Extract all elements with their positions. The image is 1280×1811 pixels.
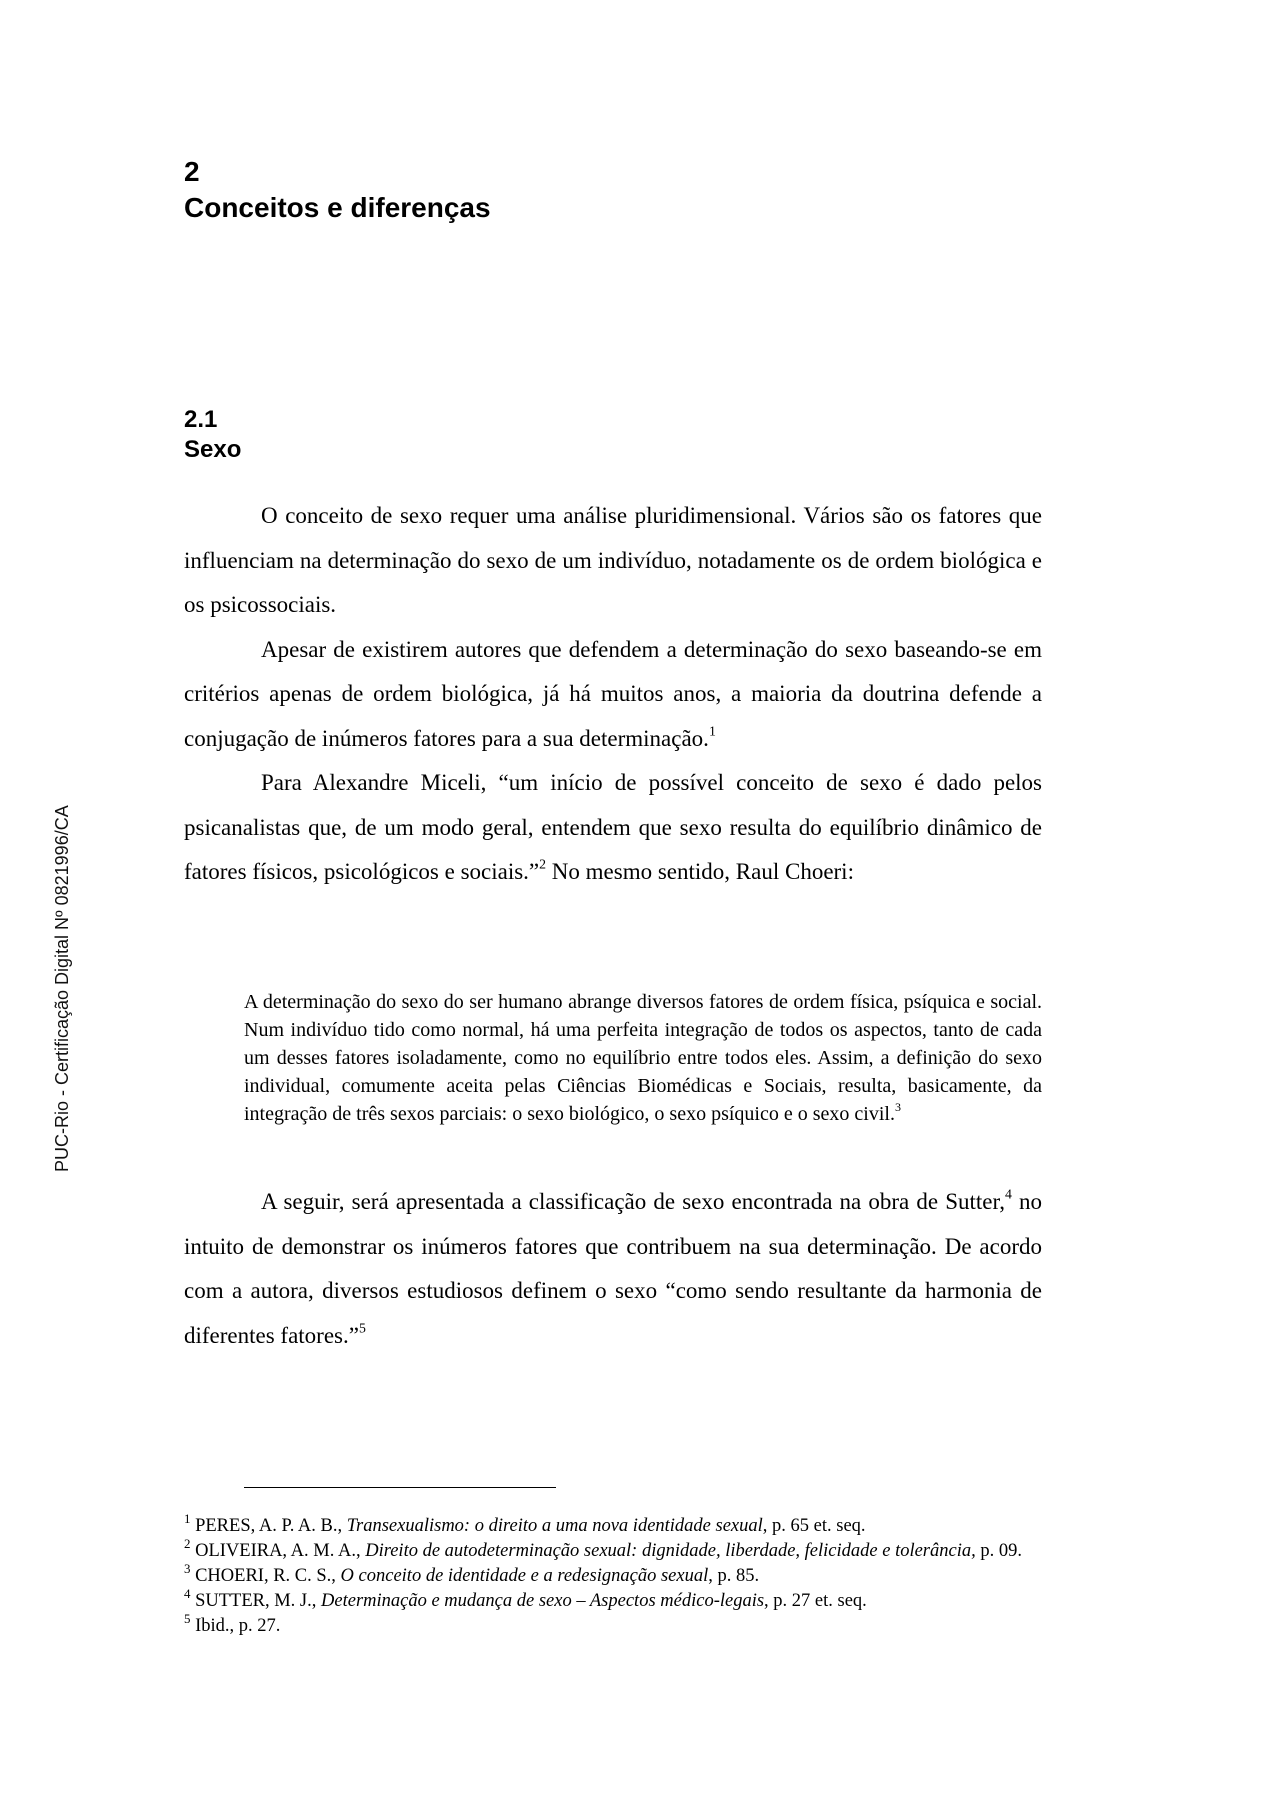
footnote-ref: 1 <box>708 723 716 739</box>
section-heading <box>184 405 241 465</box>
footnote-separator <box>244 1487 556 1488</box>
footnote-ref: 4 <box>1004 1186 1012 1202</box>
body-text-bottom <box>184 1180 1042 1358</box>
paragraph: A seguir, será apresentada a classificação de sexo encontrada na obra de Sutter,$^4$ no intuito de demonstrar os inúmeros fatores que contribuem na sua determinação. De acordo com a autora, diversos estudiosos definem o sexo “como sendo resultante da harmonia de diferentes fatores.”$^5$ <box>184 1186 1043 1348</box>
section-title: Sexo <box>184 436 242 463</box>
block-quote: A determinação do sexo do ser humano abrange diversos fatores de ordem física, psíquica e social. Num indivíduo tido como normal, há uma perfeita integração de todos os aspectos, tanto de cada um desses fatores isoladamente, como no equilíbrio entre todos eles. Assim, a definição do sexo individual, comumente aceita pelas Ciências Biomédicas e Sociais, resulta, basicamente, da integração de três sexos parciais: o sexo biológico, o sexo psíquico e o sexo civil.$^3$ <box>244 991 1042 1125</box>
paragraph: O conceito de sexo requer uma análise pluridimensional. Vários são os fatores que influenciam na determinação do sexo de um indivíduo, notadamente os de ordem biológica e os psicossociais. <box>184 503 1042 617</box>
footnotes <box>184 1511 1042 1639</box>
body-text-top <box>184 494 1042 895</box>
footnote-ref: 3 <box>894 1100 901 1114</box>
chapter-heading <box>184 154 491 226</box>
chapter-number: 2 <box>184 156 200 187</box>
footnote: $^2$ OLIVEIRA, A. M. A., Direito de autodeterminação sexual: dignidade, liberdade, felicidade e tolerância, p. 09. <box>184 1536 1022 1561</box>
footnote: $^4$ SUTTER, M. J., Determinação e mudança de sexo – Aspectos médico-legais, p. 27 et. seq. <box>184 1586 867 1611</box>
section-number: 2.1 <box>184 406 218 433</box>
chapter-title: Conceitos e diferenças <box>184 192 491 223</box>
paragraph: Para Alexandre Miceli, “um início de possível conceito de sexo é dado pelos psicanalistas que, de um modo geral, entendem que sexo resulta do equilíbrio dinâmico de fatores físicos, psicológicos e sociais.”$^2$ No mesmo sentido, Raul Choeri: <box>184 770 1042 884</box>
footnote-ref: 2 <box>539 856 547 872</box>
paragraph: Apesar de existirem autores que defendem a determinação do sexo baseando-se em critérios apenas de ordem biológica, já há muitos anos, a maioria da doutrina defende a conjugação de inúmeros fatores para a sua determinação.$^1$ <box>184 636 1042 751</box>
footnote-ref: 5 <box>358 1320 366 1336</box>
footnote: $^3$ CHOERI, R. C. S., O conceito de identidade e a redesignação sexual, p. 85. <box>184 1561 760 1586</box>
footnote: $^5$ Ibid., p. 27. <box>184 1611 281 1636</box>
footnote: $^1$ PERES, A. P. A. B., Transexualismo: o direito a uma nova identidade sexual, p. 65 et. seq. <box>184 1511 866 1536</box>
certification-side-note: PUC-Rio - Certificação Digital Nº 0821996/CA <box>52 805 72 1172</box>
